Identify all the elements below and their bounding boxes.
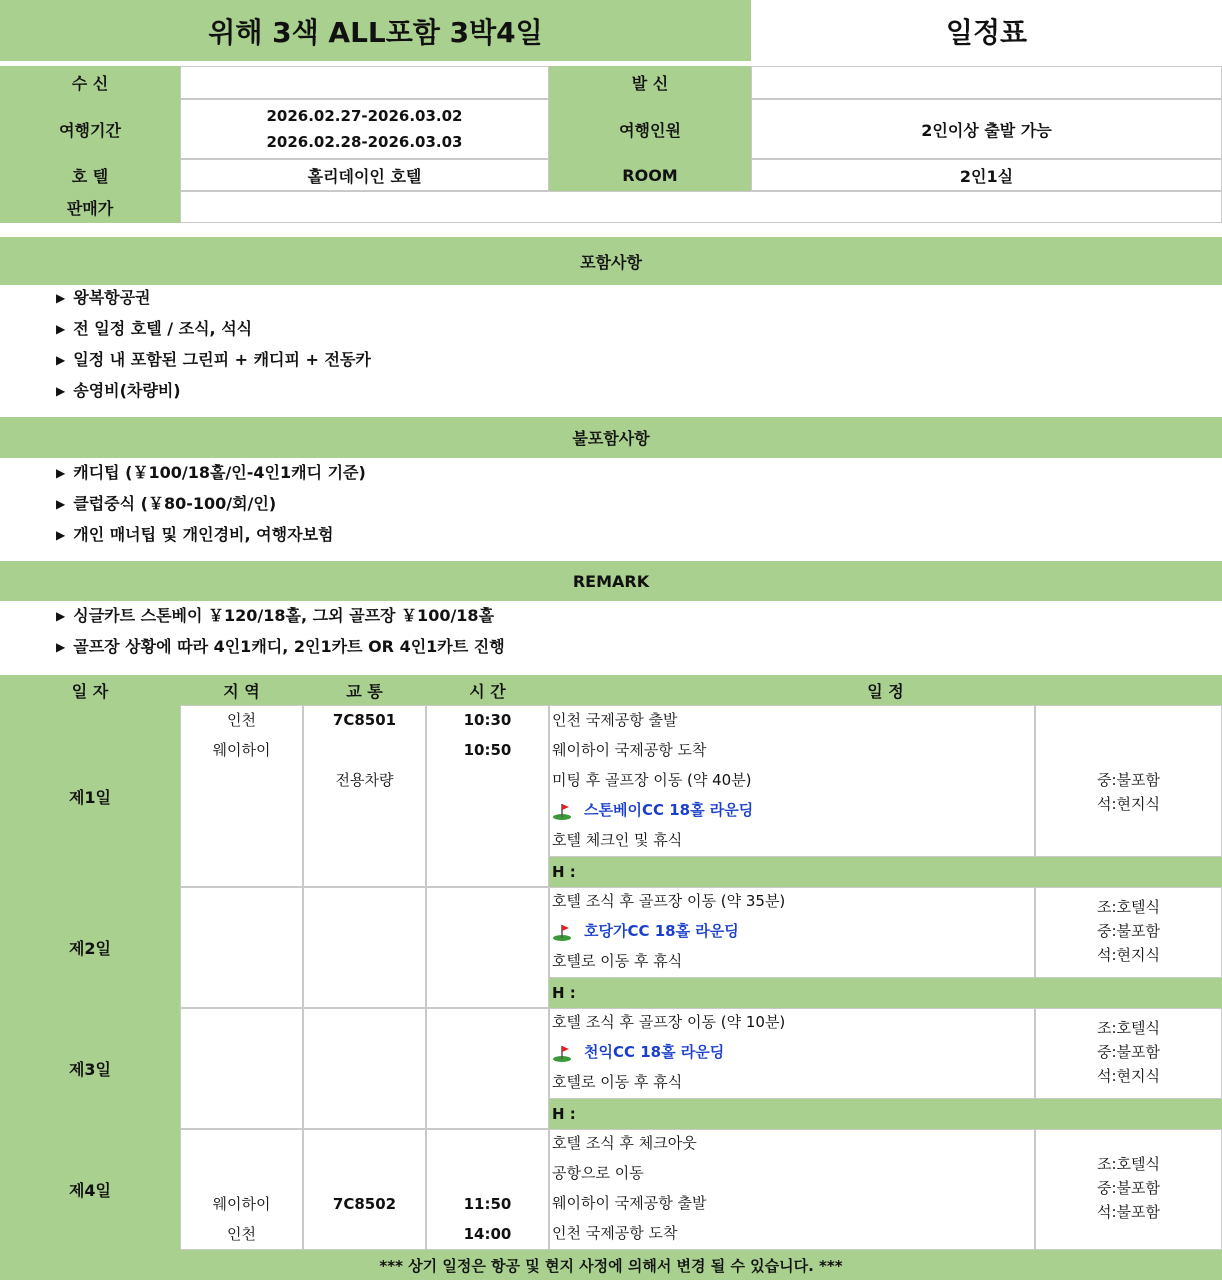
doc-type-text: 일정표 (945, 15, 1028, 49)
golf-round-line (552, 795, 753, 825)
people-label: 여행인원 (549, 99, 751, 159)
plan-line: 호텔 조식 후 체크아웃 (552, 1134, 697, 1152)
title-text: 위해 3색 ALL포함 3박4일 (208, 15, 543, 49)
day-4-label: 제4일 (0, 1129, 180, 1250)
day-3-hotel-row (549, 1099, 1222, 1129)
receiver-value (180, 66, 549, 99)
day-2-transport-cell (303, 887, 426, 1008)
remark-header: REMARK (0, 561, 1222, 601)
sender-label: 발 신 (549, 66, 751, 99)
col-transport-header: 교 통 (303, 675, 426, 705)
golf-flag-icon (552, 1043, 572, 1063)
list-item: ▶ 골프장 상황에 따라 4인1캐디, 2인1카트 OR 4인1카트 진행 (56, 632, 505, 663)
golf-round-line (552, 1037, 724, 1067)
day-3-meals (1035, 1016, 1222, 1088)
plan-line: 호텔로 이동 후 휴식 (552, 952, 683, 970)
day-2-hotel-row (549, 978, 1222, 1008)
list-item: ▶ 일정 내 포함된 그린피 + 캐디피 + 전동카 (56, 345, 371, 376)
col-time-header: 시 간 (426, 675, 549, 705)
meal-item: 석:현지식 (1096, 946, 1160, 964)
col-date-header: 일 자 (0, 675, 180, 705)
day-2-label: 제2일 (0, 887, 180, 1008)
golf-flag-icon (552, 801, 572, 821)
plan-line: 웨이하이 국제공항 도착 (552, 741, 707, 759)
day-4-flight: 7C8502 (332, 1195, 397, 1213)
day-1-label: 제1일 (0, 705, 180, 887)
day-1-region: 웨이하이 (212, 741, 271, 759)
receiver-label: 수 신 (0, 66, 180, 99)
hotel-value: 홀리데이인 호텔 (180, 159, 549, 191)
col-region-header: 지 역 (180, 675, 303, 705)
excluded-header: 불포함사항 (0, 417, 1222, 458)
meal-item: 중:불포함 (1096, 1043, 1160, 1061)
golf-round-text: 스톤베이CC 18홀 라운딩 (584, 801, 754, 819)
list-item: ▶ 전 일정 호텔 / 조식, 석식 (56, 314, 371, 345)
day-1-flight: 7C8501 (332, 711, 397, 729)
meal-item: 중:불포함 (1096, 1179, 1160, 1197)
plan-line: 호텔 체크인 및 휴식 (552, 831, 683, 849)
plan-line: 호텔 조식 후 골프장 이동 (약 10분) (552, 1013, 786, 1031)
period-2: 2026.02.28-2026.03.03 (266, 133, 463, 151)
people-value: 2인이상 출발 가능 (751, 99, 1222, 159)
list-item: ▶ 개인 매너팁 및 개인경비, 여행자보험 (56, 520, 366, 551)
document-type (751, 0, 1222, 61)
day-4-region: 웨이하이 (212, 1195, 271, 1213)
room-label: ROOM (549, 159, 751, 191)
meal-item: 중:불포함 (1096, 922, 1160, 940)
golf-round-text: 천익CC 18홀 라운딩 (584, 1043, 725, 1061)
document-title (0, 0, 751, 61)
day-1-region: 인천 (227, 711, 256, 729)
included-header: 포함사항 (0, 237, 1222, 285)
meal-item: 석:불포함 (1096, 1203, 1160, 1221)
day-4-region: 인천 (227, 1225, 256, 1243)
sender-value (751, 66, 1222, 99)
room-value: 2인1실 (751, 159, 1222, 191)
day-3-region-cell (180, 1008, 303, 1129)
included-list (56, 283, 371, 407)
day-1-meals (1035, 768, 1222, 816)
col-plan-header: 일 정 (549, 675, 1222, 705)
hotel-prefix: H : (552, 1105, 576, 1123)
list-item: ▶ 송영비(차량비) (56, 376, 371, 407)
plan-line: 인천 국제공항 도착 (552, 1224, 678, 1242)
period-label: 여행기간 (0, 99, 180, 159)
day-4-meals (1035, 1152, 1222, 1224)
day-1-time: 10:30 (463, 711, 512, 729)
price-label: 판매가 (0, 191, 180, 223)
remark-list (56, 601, 505, 663)
excluded-list (56, 458, 366, 551)
plan-line: 미팅 후 골프장 이동 (약 40분) (552, 771, 752, 789)
day-2-time-cell (426, 887, 549, 1008)
footer-note: *** 상기 일정은 항공 및 현지 사정에 의해서 변경 될 수 있습니다. *** (0, 1250, 1222, 1280)
meal-item: 조:호텔식 (1096, 1155, 1160, 1173)
golf-round-text: 호당가CC 18홀 라운딩 (584, 922, 739, 940)
hotel-prefix: H : (552, 984, 576, 1002)
list-item: ▶ 캐디팁 (￥100/18홀/인-4인1캐디 기준) (56, 458, 366, 489)
day-3-transport-cell (303, 1008, 426, 1129)
hotel-prefix: H : (552, 863, 576, 881)
meal-item: 석:현지식 (1096, 795, 1160, 813)
meal-item: 석:현지식 (1096, 1067, 1160, 1085)
day-2-region-cell (180, 887, 303, 1008)
day-3-time-cell (426, 1008, 549, 1129)
price-value (180, 191, 1222, 223)
plan-line: 인천 국제공항 출발 (552, 711, 678, 729)
period-value (180, 99, 549, 159)
day-4-time: 11:50 (463, 1195, 512, 1213)
period-1: 2026.02.27-2026.03.02 (266, 107, 463, 125)
list-item: ▶ 왕복항공권 (56, 283, 371, 314)
day-1-vehicle: 전용차량 (335, 771, 394, 789)
plan-line: 호텔 조식 후 골프장 이동 (약 35분) (552, 892, 786, 910)
list-item: ▶ 싱글카트 스톤베이 ￥120/18홀, 그외 골프장 ￥100/18홀 (56, 601, 505, 632)
meal-item: 중:불포함 (1096, 771, 1160, 789)
plan-line: 웨이하이 국제공항 출발 (552, 1194, 707, 1212)
meal-item: 조:호텔식 (1096, 1019, 1160, 1037)
hotel-label: 호 텔 (0, 159, 180, 191)
plan-line: 공항으로 이동 (552, 1164, 644, 1182)
day-1-time: 10:50 (463, 741, 512, 759)
golf-round-line (552, 916, 739, 946)
day-1-hotel-row (549, 857, 1222, 887)
golf-flag-icon (552, 922, 572, 942)
day-3-label: 제3일 (0, 1008, 180, 1129)
day-2-meals (1035, 895, 1222, 967)
meal-item: 조:호텔식 (1096, 898, 1160, 916)
day-4-time: 14:00 (463, 1225, 512, 1243)
plan-line: 호텔로 이동 후 휴식 (552, 1073, 683, 1091)
list-item: ▶ 클럽중식 (￥80-100/회/인) (56, 489, 366, 520)
